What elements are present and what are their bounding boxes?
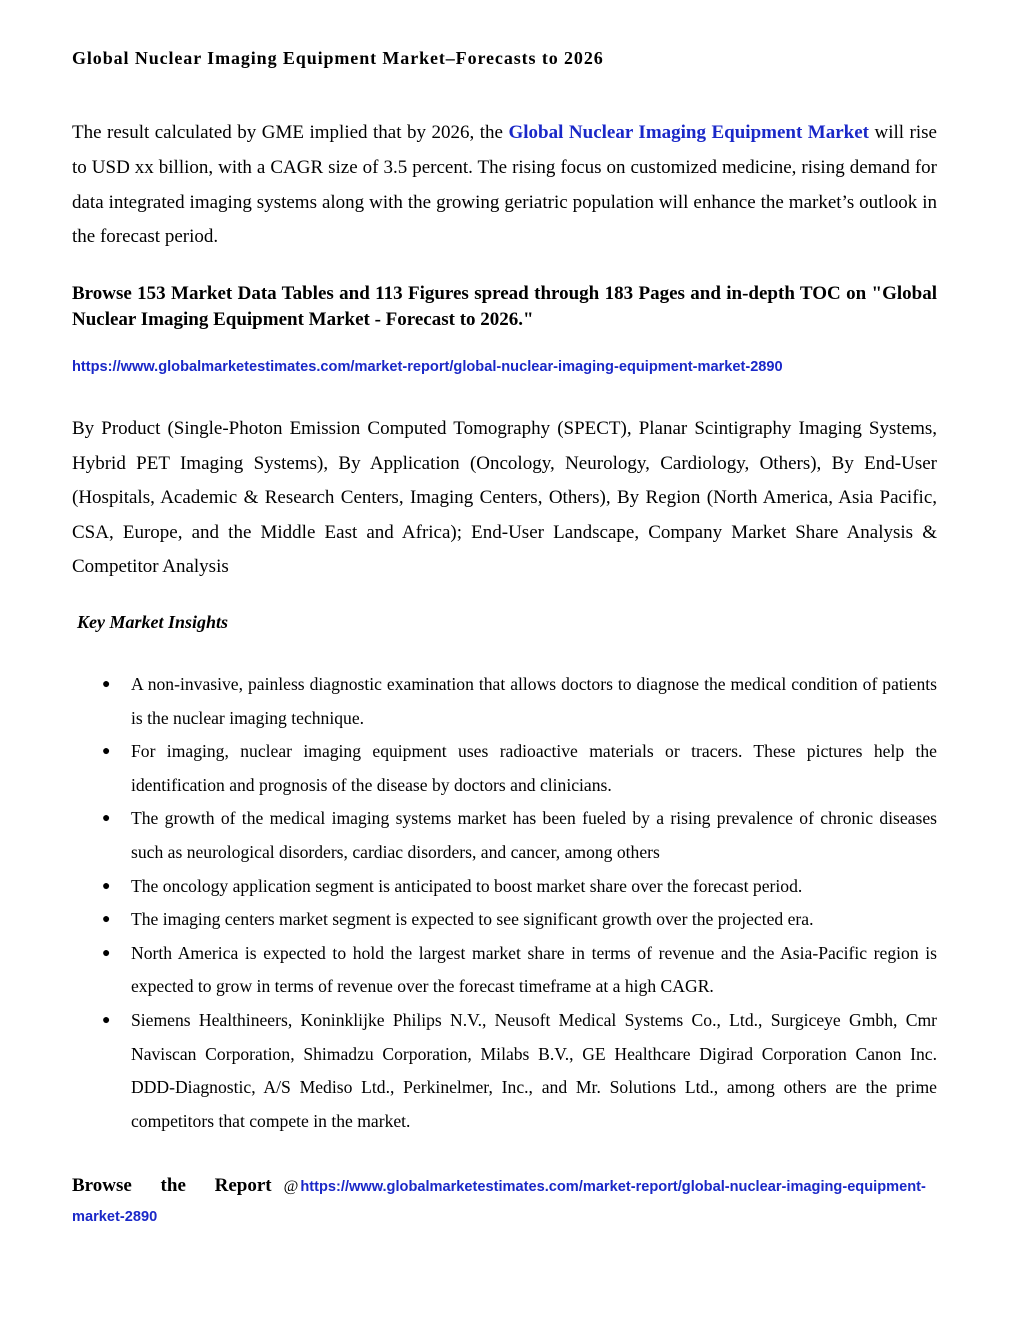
report-url-link[interactable]: https://www.globalmarketestimates.com/market-report/global-nuclear-imaging-equipment-market-2890 (72, 359, 783, 375)
list-item (72, 870, 937, 904)
list-item-text: Siemens Healthineers, Koninklijke Philips N.V., Neusoft Medical Systems Co., Ltd., Surgiceye Gmbh, Cmr Naviscan Corporation, Shimadzu Corporation, Milabs B.V., GE Healthcare Digirad Corporation Canon Inc. DDD-Diagnostic, A/S Mediso Ltd., Perkinelmer, Inc., and Mr. Solutions Ltd., among others are the prime competitors that compete in the market. (131, 1009, 937, 1131)
bullet-icon: ● (102, 878, 111, 894)
list-item (72, 735, 937, 802)
list-item-text: For imaging, nuclear imaging equipment uses radioactive materials or tracers. These pictures help the identification and prognosis of the disease by doctors and clinicians. (131, 741, 937, 795)
segmentation-paragraph: By Product (Single-Photon Emission Computed Tomography (SPECT), Planar Scintigraphy Imaging Systems, Hybrid PET Imaging Systems), By Application (Oncology, Neurology, Cardiology, Others), By End-User (Hospitals, Academic & Research Centers, Imaging Centers, Others), By Region (North America, Asia Pacific, CSA, Europe, and the Middle East and Africa); End-User Landscape, Company Market Share Analysis & Competitor Analysis (72, 418, 937, 578)
list-item (72, 668, 937, 735)
list-item-text: A non-invasive, painless diagnostic examination that allows doctors to diagnose the medical condition of patients is the nuclear imaging technique. (131, 674, 937, 728)
bullet-icon: ● (102, 677, 111, 692)
list-item-text: The imaging centers market segment is expected to see significant growth over the projected era. (131, 909, 814, 930)
list-item-text: North America is expected to hold the largest market share in terms of revenue and the Asia-Pacific region is expected to grow in terms of revenue over the forecast timeframe at a high CAGR. (131, 942, 937, 997)
list-item (72, 802, 937, 869)
list-item-text: The oncology application segment is anticipated to boost market share over the forecast period. (131, 875, 803, 896)
browse-report-line (72, 1172, 937, 1232)
bullet-icon: ● (102, 744, 111, 760)
intro-text-after: will rise to USD xx billion, with a CAGR size of 3.5 percent. The rising focus on customized medicine, rising demand for data integrated imaging systems along with the growing geriatric population will enhance the market’s outlook in the forecast period. (72, 122, 937, 248)
bullet-icon: ● (102, 945, 111, 961)
bullet-icon: ● (102, 912, 111, 928)
browse-report-label: Browse the Report (72, 1175, 272, 1196)
browse-statement: Browse 153 Market Data Tables and 113 Figures spread through 183 Pages and in-depth TOC on "Global Nuclear Imaging Equipment Market - Forecast to 2026." (72, 283, 937, 330)
market-link[interactable]: Global Nuclear Imaging Equipment Market (508, 122, 869, 143)
insights-list (72, 668, 937, 1138)
intro-text-before: The result calculated by GME implied that by 2026, the (72, 122, 509, 143)
insights-heading: Key Market Insights (77, 612, 229, 632)
intro-paragraph (72, 116, 937, 255)
bullet-icon: ● (102, 1012, 111, 1028)
list-item (72, 1004, 937, 1138)
bullet-icon: ● (102, 811, 111, 827)
list-item (72, 903, 937, 937)
list-item-text: The growth of the medical imaging systems market has been fueled by a rising prevalence of chronic diseases such as neurological disorders, cardiac disorders, and cancer, among others (131, 808, 937, 862)
browse-report-url-link[interactable]: https://www.globalmarketestimates.com/market-report/global-nuclear-imaging-equipment-market-2890 (72, 1179, 926, 1225)
list-item (72, 937, 937, 1004)
document-title: Global Nuclear Imaging Equipment Market–Forecasts to 2026 (72, 48, 604, 68)
at-sign: @ (283, 1178, 299, 1195)
